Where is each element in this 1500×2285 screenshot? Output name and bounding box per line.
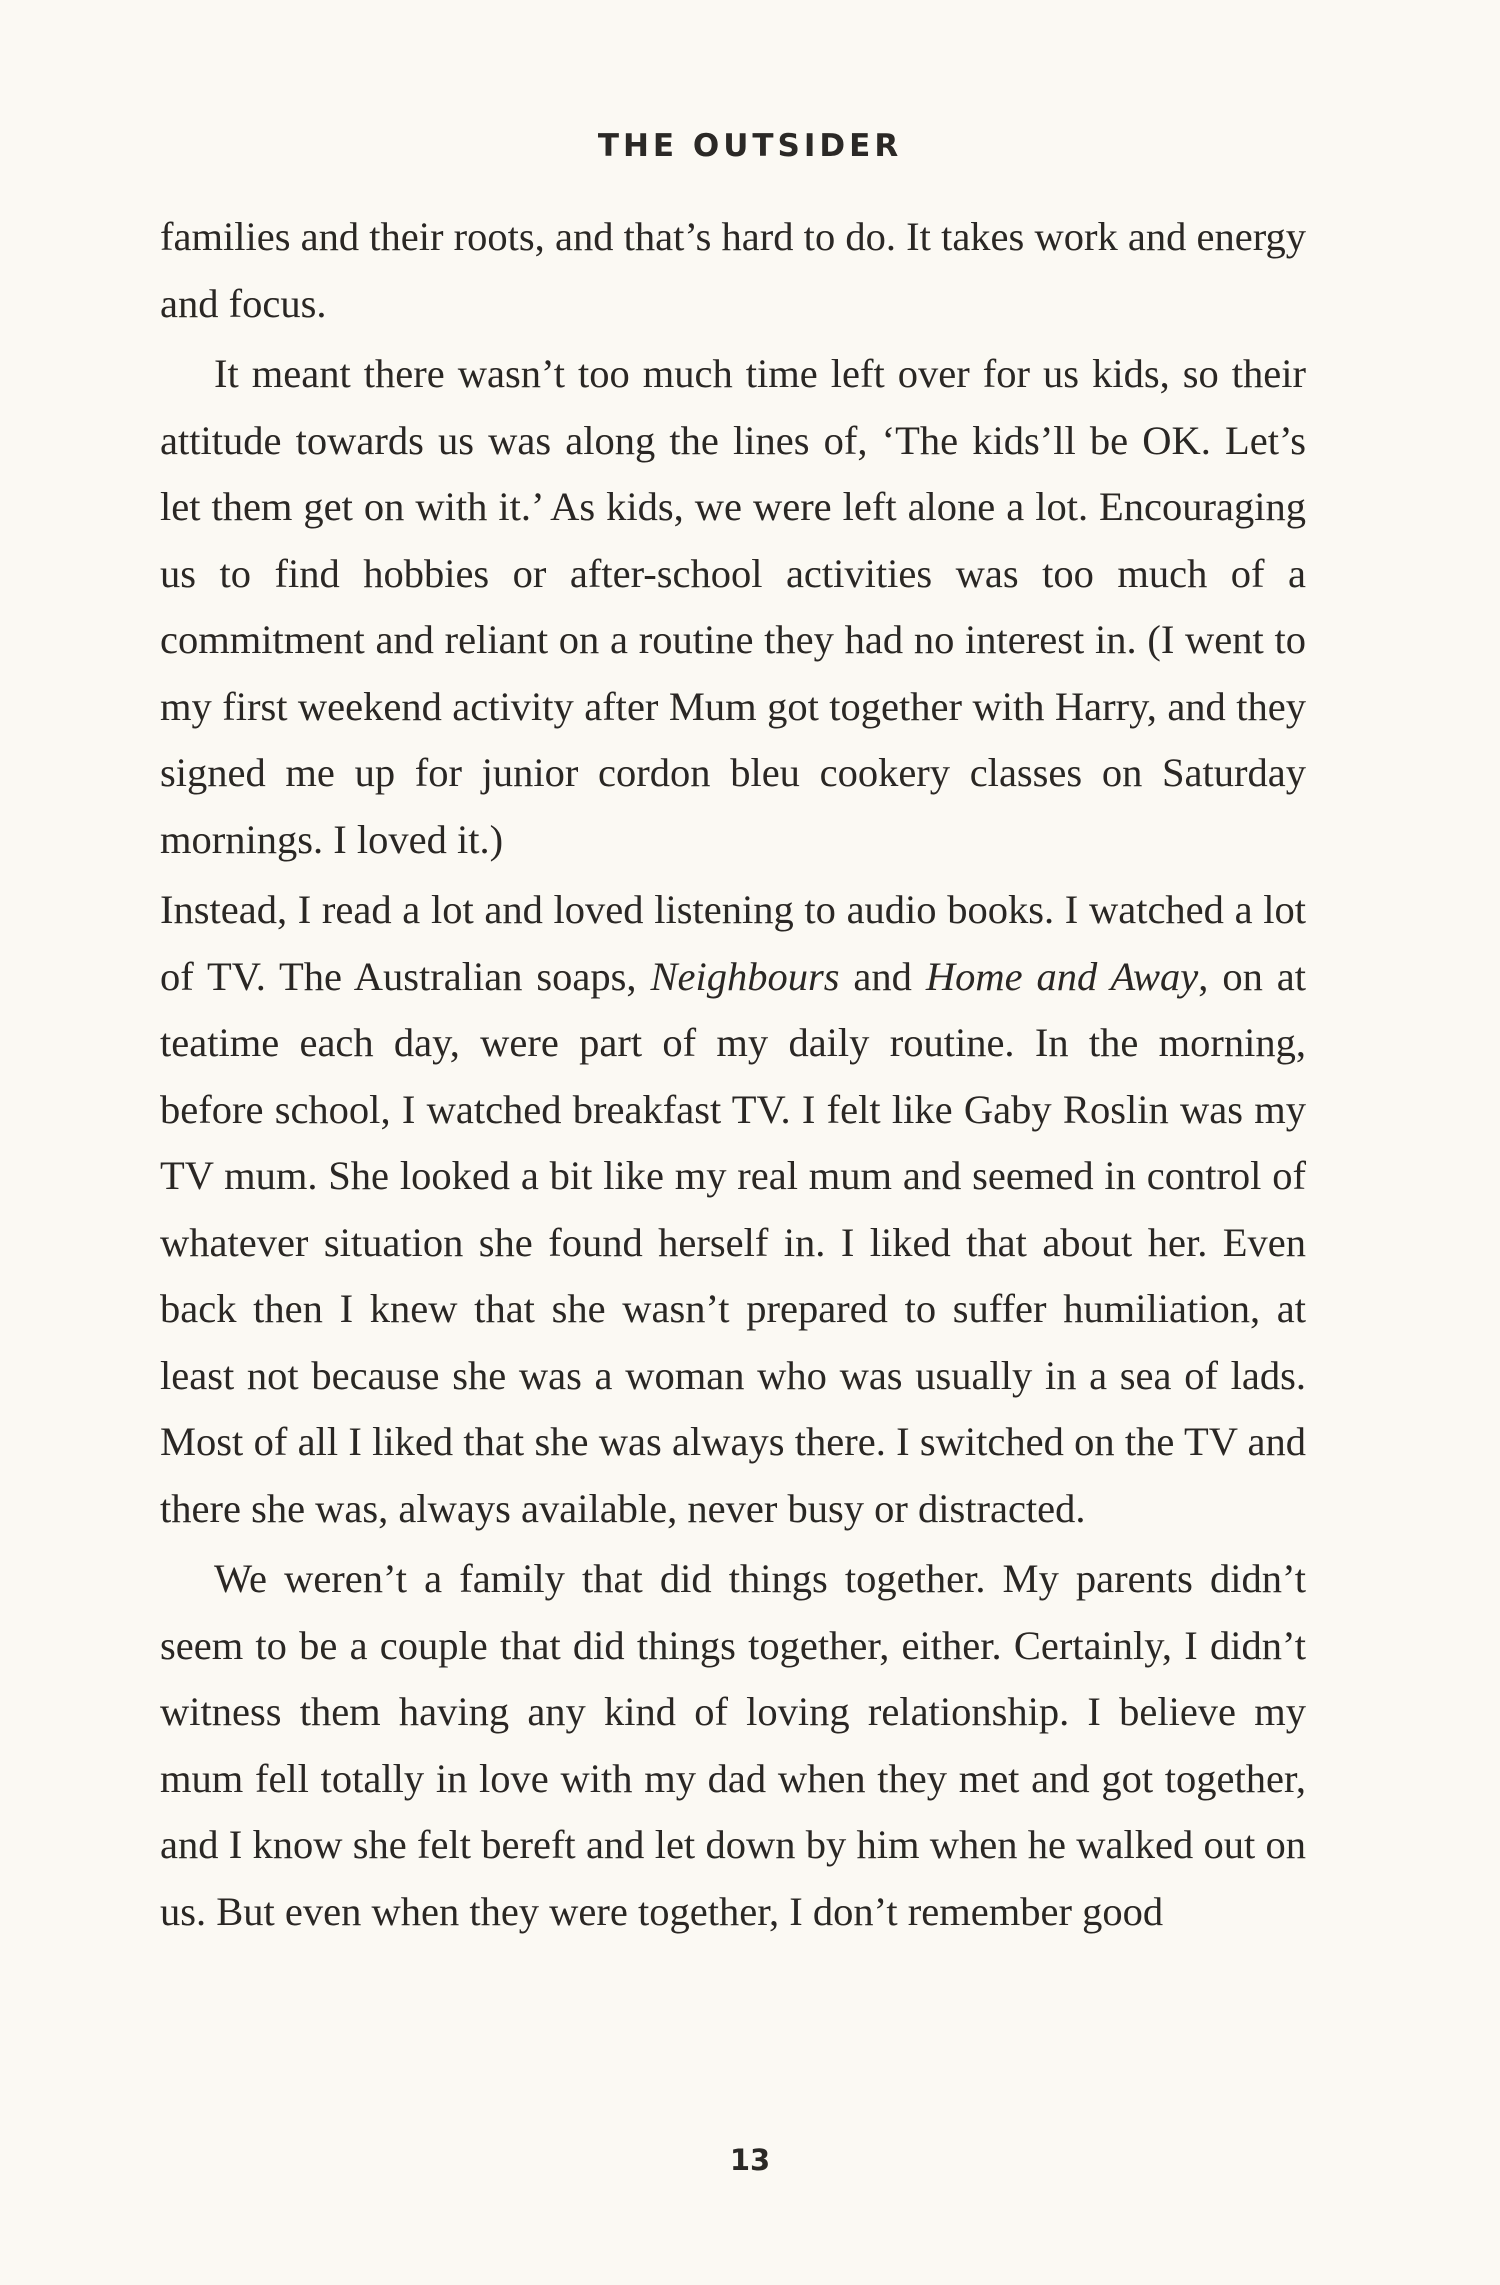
body-text (160, 204, 1306, 1945)
paragraph-1-text: families and their roots, and that’s hard to do. It takes work and energy and focus. (160, 214, 1306, 326)
paragraph-3-text-b: and (839, 953, 926, 999)
paragraph-2-text: It meant there wasn’t too much time left over for us kids, so their attitude towards us was along the lines of, ‘The kids’ll be OK. Let’s let them get on with it.’ As kids, we were left alone a lot. Encouraging us to find hobbies or after-school activities was too much of a commitment and reliant on a routine they had no interest in. (I went to my first weekend activity after Mum got together with Harry, and they signed me up for junior cordon bleu cookery classes on Saturday mornings. I loved it.) (160, 351, 1306, 862)
title-home-and-away: Home and Away (925, 953, 1199, 999)
paragraph-3-text-c: , on at teatime each day, were part of my daily routine. In the morning, before school, I watched breakfast TV. I felt like Gaby Roslin was my TV mum. She looked a bit like my real mum and seemed in control of whatever situation she found herself in. I liked that about her. Even back then I knew that she wasn’t prepared to suffer humiliation, at least not because she was a woman who was usually in a sea of lads. Most of all I liked that she was always there. I switched on the TV and there she was, always available, never busy or distracted. (160, 953, 1306, 1531)
paragraph-1 (160, 204, 1306, 337)
paragraph-2 (160, 341, 1306, 873)
title-neighbours: Neighbours (650, 953, 840, 999)
paragraph-4-text: We weren’t a family that did things together. My parents didn’t seem to be a couple that did things together, either. Certainly, I didn’t witness them having any kind of loving relationship. I believe my mum fell totally in love with my dad when they met and got together, and I know she felt bereft and let down by him when he walked out on us. But even when they were together, I don’t remember good (160, 1556, 1306, 1934)
paragraph-3-text-a: Instead, I read a lot and loved listening to audio books. I watched a lot of TV. The Australian soaps, (160, 887, 1306, 999)
paragraph-3 (160, 877, 1306, 1542)
running-header: THE OUTSIDER (597, 128, 903, 164)
page-number: 13 (729, 2143, 771, 2177)
paragraph-4 (160, 1546, 1306, 1945)
